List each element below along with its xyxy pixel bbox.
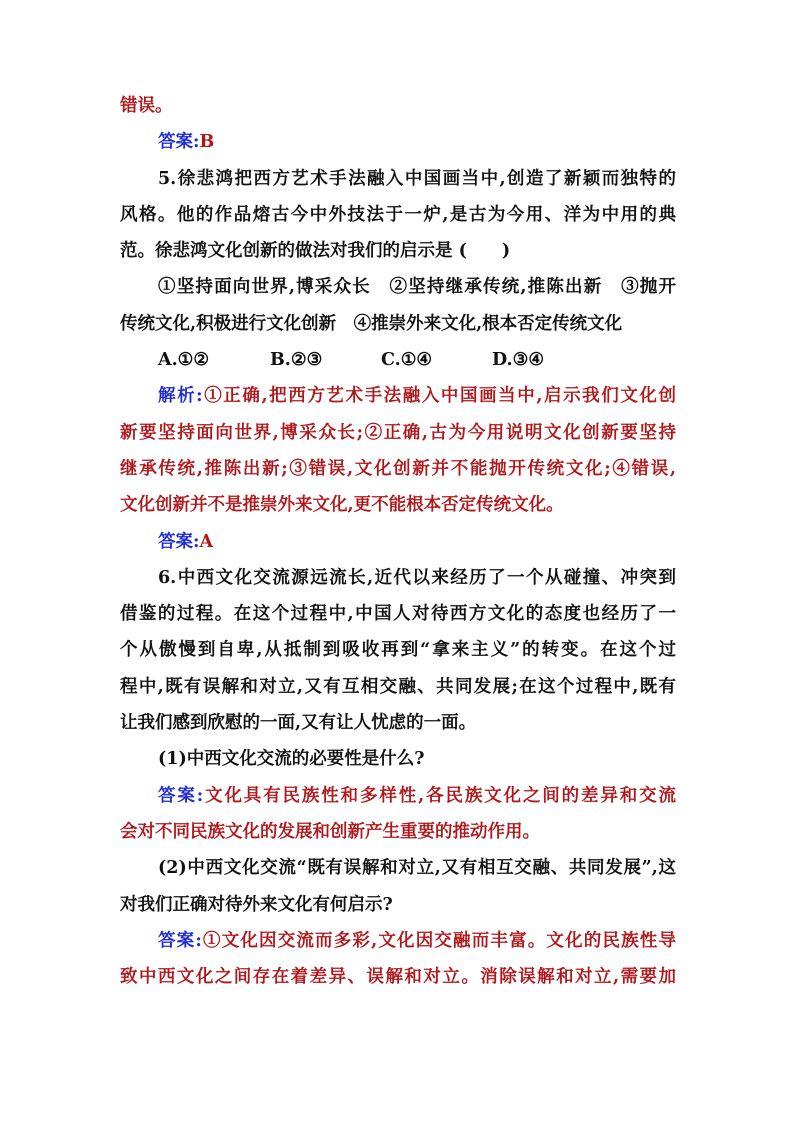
option-a: A.①② <box>158 350 210 371</box>
q6-sub1-question: (1)中西文化交流的必要性是什么? <box>158 749 425 770</box>
q5-statement-line: 传统文化,积极进行文化创新 ④推崇外来文化,根本否定传统文化 <box>120 313 623 334</box>
q5-stem-line: 范。徐悲鸿文化创新的做法对我们的启示是 ( ) <box>120 241 511 262</box>
answer-label: 答案: <box>158 785 204 806</box>
q6-sub2-answer-line <box>120 923 676 959</box>
q6-stem-line: 让我们感到欣慰的一面,又有让人忧虑的一面。 <box>120 713 477 734</box>
option-b: B.②③ <box>270 350 323 371</box>
q6-sub1-answer-line <box>120 778 676 814</box>
analysis-text: ①正确,把西方艺术手法融入中国画当中,启示我们文化创 <box>202 386 676 407</box>
option-c: C.①④ <box>381 350 433 371</box>
answer-value: B <box>199 132 215 153</box>
q5-analysis-line <box>120 378 676 414</box>
q5-options <box>120 342 676 378</box>
document-page <box>120 88 676 995</box>
q5-analysis-line: 新要坚持面向世界,博采众长;②正确,古为今用说明文化创新要坚持 <box>120 422 676 443</box>
answer-label: 答案: <box>158 132 200 153</box>
q6-stem-line: 借鉴的过程。在这个过程中,中国人对待西方文化的态度也经历了一 <box>120 604 676 625</box>
answer-label: 答案: <box>158 930 202 951</box>
q6-stem-line: 6.中西文化交流源远流长,近代以来经历了一个从碰撞、冲突到 <box>158 567 676 588</box>
q6-stem-line: 个从傲慢到自卑,从抵制到吸收再到“拿来主义”的转变。在这个过 <box>120 640 676 661</box>
q6-sub2-question: (2)中西文化交流“既有误解和对立,又有相互交融、共同发展”,这 <box>158 858 676 879</box>
q5-stem-line: 风格。他的作品熔古今中外技法于一炉,是古为今用、洋为中用的典 <box>120 204 676 225</box>
q6-sub2-answer-line: 致中西文化之间存在着差异、误解和对立。消除误解和对立,需要加 <box>120 967 676 988</box>
answer-text: 文化具有民族性和多样性,各民族文化之间的差异和交流 <box>203 785 676 806</box>
option-d: D.③④ <box>492 350 545 371</box>
q4-answer-line <box>120 124 676 160</box>
q5-analysis-line: 继承传统,推陈出新;③错误,文化创新并不能抛开传统文化;④错误, <box>120 458 676 479</box>
q6-sub1-answer-line: 会对不同民族文化的发展和创新产生重要的推动作用。 <box>120 821 540 842</box>
q6-sub2-question: 对我们正确对待外来文化有何启示? <box>120 894 393 915</box>
q5-statement-line: ①坚持面向世界,博采众长 ②坚持继承传统,推陈出新 ③抛开 <box>158 277 676 298</box>
q6-stem-line: 程中,既有误解和对立,又有互相交融、共同发展;在这个过程中,既有 <box>120 676 676 697</box>
q5-stem-line: 5.徐悲鸿把西方艺术手法融入中国画当中,创造了新颖而独特的 <box>158 168 676 189</box>
q5-analysis-line: 文化创新并不是推崇外来文化,更不能根本否定传统文化。 <box>120 495 564 516</box>
q5-answer-line <box>120 524 676 560</box>
answer-text: ①文化因交流而多彩,文化因交融而丰富。文化的民族性导 <box>201 930 676 951</box>
analysis-label: 解析: <box>158 386 203 407</box>
answer-value: A <box>199 531 214 552</box>
previous-answer-tail: 错误。 <box>120 96 173 116</box>
answer-label: 答案: <box>158 531 200 552</box>
